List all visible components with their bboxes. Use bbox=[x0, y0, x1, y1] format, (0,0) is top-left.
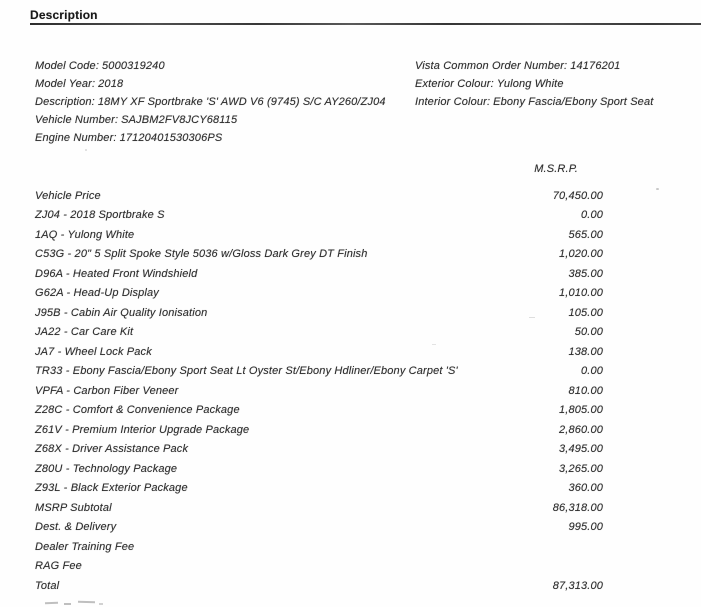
pricing-row bbox=[35, 206, 603, 226]
info-label: Engine Number: bbox=[35, 132, 117, 144]
info-value: 17120401530306PS bbox=[119, 132, 223, 144]
item-amount: 138.00 bbox=[568, 345, 603, 358]
vehicle-info-left bbox=[35, 57, 407, 147]
item-description: RAG Fee bbox=[35, 560, 82, 573]
pricing-row bbox=[35, 186, 603, 206]
item-description: ZJ04 - 2018 Sportbrake S bbox=[35, 209, 165, 222]
info-line bbox=[35, 111, 407, 129]
item-amount: 0.00 bbox=[580, 365, 603, 378]
item-description: JA22 - Car Care Kit bbox=[35, 326, 134, 339]
info-line bbox=[415, 93, 697, 111]
pricing-row bbox=[35, 303, 603, 323]
item-description: JA7 - Wheel Lock Pack bbox=[35, 345, 152, 358]
item-amount: 1,805.00 bbox=[558, 404, 603, 417]
info-line bbox=[35, 57, 407, 75]
item-amount: 360.00 bbox=[568, 482, 603, 495]
item-description: D96A - Heated Front Windshield bbox=[35, 267, 198, 280]
pricing-row bbox=[35, 225, 603, 245]
vehicle-info-right bbox=[415, 57, 697, 111]
pricing-row bbox=[35, 264, 603, 284]
pricing-rows bbox=[35, 186, 603, 596]
item-description: MSRP Subtotal bbox=[35, 501, 112, 514]
cutoff-text-smudge bbox=[64, 603, 71, 605]
info-value: Ebony Fascia/Ebony Sport Seat bbox=[493, 96, 654, 108]
pricing-row bbox=[35, 518, 603, 538]
info-line bbox=[35, 93, 407, 111]
scan-speck bbox=[529, 317, 535, 318]
info-value: 5000319240 bbox=[102, 60, 165, 72]
pricing-row bbox=[35, 342, 603, 362]
item-amount: 2,860.00 bbox=[558, 423, 603, 436]
item-amount: 0.00 bbox=[580, 209, 603, 222]
info-line bbox=[35, 129, 407, 147]
item-amount: 3,495.00 bbox=[558, 443, 603, 456]
item-amount: 70,450.00 bbox=[552, 189, 603, 202]
info-value: 2018 bbox=[98, 78, 124, 90]
item-amount: 995.00 bbox=[568, 521, 603, 534]
pricing-row bbox=[35, 440, 603, 460]
pricing-row bbox=[35, 362, 603, 382]
scan-speck bbox=[656, 188, 659, 190]
pricing-row bbox=[35, 498, 603, 518]
item-description: G62A - Head-Up Display bbox=[35, 287, 159, 300]
info-label: Model Year: bbox=[35, 78, 96, 90]
item-amount: 3,265.00 bbox=[558, 462, 603, 475]
pricing-row bbox=[35, 323, 603, 343]
info-label: Vehicle Number: bbox=[35, 114, 119, 126]
item-description: C53G - 20" 5 Split Spoke Style 5036 w/Gloss Dark Grey DT Finish bbox=[35, 248, 368, 261]
item-amount: 87,313.00 bbox=[552, 579, 603, 592]
scan-speck bbox=[432, 344, 436, 345]
item-amount: 810.00 bbox=[568, 384, 603, 397]
item-amount: 1,020.00 bbox=[558, 248, 603, 261]
pricing-row bbox=[35, 537, 603, 557]
item-amount: 385.00 bbox=[568, 267, 603, 280]
pricing-row bbox=[35, 459, 603, 479]
item-description: Z68X - Driver Assistance Pack bbox=[35, 443, 189, 456]
pricing-row bbox=[35, 576, 603, 596]
info-line bbox=[35, 75, 407, 93]
item-description: VPFA - Carbon Fiber Veneer bbox=[35, 384, 179, 397]
info-value: 18MY XF Sportbrake 'S' AWD V6 (9745) S/C AY260/ZJ04 bbox=[97, 96, 386, 108]
item-amount: 50.00 bbox=[574, 326, 603, 339]
item-description: Dest. & Delivery bbox=[35, 521, 117, 534]
item-description: Z80U - Technology Package bbox=[35, 462, 178, 475]
item-amount: 1,010.00 bbox=[558, 287, 603, 300]
info-line bbox=[415, 57, 697, 75]
scan-speck bbox=[85, 149, 87, 151]
item-description: Z61V - Premium Interior Upgrade Package bbox=[35, 423, 250, 436]
pricing-row bbox=[35, 284, 603, 304]
cutoff-text-smudge bbox=[45, 602, 58, 604]
pricing-row bbox=[35, 381, 603, 401]
info-label: Description: bbox=[35, 96, 95, 108]
title-divider bbox=[30, 23, 701, 25]
pricing-row bbox=[35, 479, 603, 499]
item-description: Total bbox=[35, 579, 60, 592]
item-description: 1AQ - Yulong White bbox=[35, 228, 135, 241]
item-amount: 105.00 bbox=[568, 306, 603, 319]
item-description: J95B - Cabin Air Quality Ionisation bbox=[35, 306, 208, 319]
info-value: Yulong White bbox=[496, 78, 564, 90]
info-line bbox=[415, 75, 697, 93]
cutoff-text-smudge bbox=[78, 601, 95, 603]
info-label: Vista Common Order Number: bbox=[415, 60, 568, 72]
info-value: SAJBM2FV8JCY68115 bbox=[121, 114, 238, 126]
pricing-row bbox=[35, 401, 603, 421]
pricing-row bbox=[35, 420, 603, 440]
cutoff-text-smudge bbox=[99, 603, 103, 605]
page-title: Description bbox=[30, 8, 98, 22]
item-description: Z28C - Comfort & Convenience Package bbox=[35, 404, 240, 417]
item-amount: 86,318.00 bbox=[552, 501, 603, 514]
pricing-row bbox=[35, 245, 603, 265]
item-description: Dealer Training Fee bbox=[35, 540, 135, 553]
item-description: Vehicle Price bbox=[35, 189, 101, 202]
item-amount: 565.00 bbox=[568, 228, 603, 241]
info-label: Exterior Colour: bbox=[415, 78, 494, 90]
msrp-column-header: M.S.R.P. bbox=[534, 163, 578, 175]
pricing-row bbox=[35, 557, 603, 577]
item-description: Z93L - Black Exterior Package bbox=[35, 482, 188, 495]
info-label: Interior Colour: bbox=[415, 96, 491, 108]
info-value: 14176201 bbox=[570, 60, 621, 72]
item-description: TR33 - Ebony Fascia/Ebony Sport Seat Lt Oyster St/Ebony Hdliner/Ebony Carpet 'S' bbox=[35, 365, 458, 378]
info-label: Model Code: bbox=[35, 60, 100, 72]
